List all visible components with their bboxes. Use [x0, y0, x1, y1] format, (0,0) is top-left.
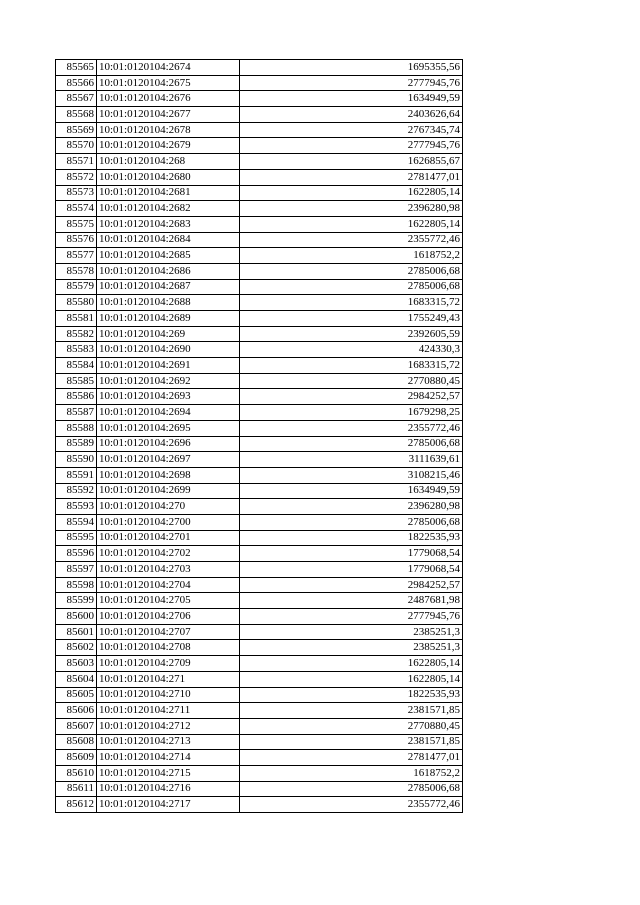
row-number-cell: 85608 [56, 734, 97, 750]
cadastral-number-cell: 10:01:0120104:2694 [97, 405, 240, 421]
table-row [56, 514, 463, 530]
value-cell: 1755249,43 [240, 311, 463, 327]
value-cell: 2777945,76 [240, 75, 463, 91]
table-row [56, 734, 463, 750]
row-number-cell: 85590 [56, 452, 97, 468]
value-cell: 1622805,14 [240, 216, 463, 232]
value-cell: 2785006,68 [240, 514, 463, 530]
value-cell: 2396280,98 [240, 201, 463, 217]
value-cell: 2381571,85 [240, 734, 463, 750]
table-row [56, 609, 463, 625]
table-row [56, 750, 463, 766]
cadastral-number-cell: 10:01:0120104:2703 [97, 562, 240, 578]
value-cell: 2984252,57 [240, 577, 463, 593]
cadastral-number-cell: 10:01:0120104:2693 [97, 389, 240, 405]
cadastral-number-cell: 10:01:0120104:2680 [97, 169, 240, 185]
table-row [56, 530, 463, 546]
cadastral-number-cell: 10:01:0120104:2696 [97, 436, 240, 452]
value-cell: 1622805,14 [240, 671, 463, 687]
row-number-cell: 85600 [56, 609, 97, 625]
table-row [56, 656, 463, 672]
row-number-cell: 85592 [56, 483, 97, 499]
value-cell: 1822535,93 [240, 687, 463, 703]
table-row [56, 671, 463, 687]
row-number-cell: 85582 [56, 326, 97, 342]
row-number-cell: 85578 [56, 263, 97, 279]
cadastral-number-cell: 10:01:0120104:2681 [97, 185, 240, 201]
row-number-cell: 85573 [56, 185, 97, 201]
value-cell: 2984252,57 [240, 389, 463, 405]
row-number-cell: 85588 [56, 420, 97, 436]
row-number-cell: 85595 [56, 530, 97, 546]
value-cell: 1634949,59 [240, 91, 463, 107]
row-number-cell: 85591 [56, 467, 97, 483]
cadastral-number-cell: 10:01:0120104:271 [97, 671, 240, 687]
table-row [56, 326, 463, 342]
value-cell: 1695355,56 [240, 60, 463, 76]
table-row [56, 201, 463, 217]
row-number-cell: 85612 [56, 797, 97, 813]
table-row [56, 703, 463, 719]
table-row [56, 232, 463, 248]
cadastral-number-cell: 10:01:0120104:2697 [97, 452, 240, 468]
cadastral-number-cell: 10:01:0120104:2687 [97, 279, 240, 295]
table-row [56, 593, 463, 609]
row-number-cell: 85598 [56, 577, 97, 593]
row-number-cell: 85567 [56, 91, 97, 107]
row-number-cell: 85601 [56, 624, 97, 640]
cadastral-number-cell: 10:01:0120104:2702 [97, 546, 240, 562]
cadastral-number-cell: 10:01:0120104:2676 [97, 91, 240, 107]
cadastral-number-cell: 10:01:0120104:2674 [97, 60, 240, 76]
row-number-cell: 85597 [56, 562, 97, 578]
value-cell: 3111639,61 [240, 452, 463, 468]
value-cell: 3108215,46 [240, 467, 463, 483]
cadastral-number-cell: 10:01:0120104:2713 [97, 734, 240, 750]
table-row [56, 185, 463, 201]
table-row [56, 797, 463, 813]
cadastral-number-cell: 10:01:0120104:2712 [97, 718, 240, 734]
table-row [56, 562, 463, 578]
row-number-cell: 85596 [56, 546, 97, 562]
value-cell: 2392605,59 [240, 326, 463, 342]
cadastral-number-cell: 10:01:0120104:2677 [97, 107, 240, 123]
table-row [56, 216, 463, 232]
table-row [56, 122, 463, 138]
value-cell: 1679298,25 [240, 405, 463, 421]
value-cell: 2355772,46 [240, 232, 463, 248]
value-cell: 1634949,59 [240, 483, 463, 499]
row-number-cell: 85577 [56, 248, 97, 264]
row-number-cell: 85586 [56, 389, 97, 405]
row-number-cell: 85607 [56, 718, 97, 734]
table-row [56, 248, 463, 264]
value-cell: 2355772,46 [240, 420, 463, 436]
row-number-cell: 85574 [56, 201, 97, 217]
row-number-cell: 85568 [56, 107, 97, 123]
cadastral-number-cell: 10:01:0120104:2692 [97, 373, 240, 389]
value-cell: 1618752,2 [240, 248, 463, 264]
table-row [56, 781, 463, 797]
row-number-cell: 85566 [56, 75, 97, 91]
row-number-cell: 85572 [56, 169, 97, 185]
table-row [56, 279, 463, 295]
value-cell: 2770880,45 [240, 718, 463, 734]
cadastral-number-cell: 10:01:0120104:2711 [97, 703, 240, 719]
value-cell: 1683315,72 [240, 358, 463, 374]
row-number-cell: 85606 [56, 703, 97, 719]
value-cell: 1622805,14 [240, 656, 463, 672]
value-cell: 2785006,68 [240, 781, 463, 797]
value-cell: 2777945,76 [240, 138, 463, 154]
cadastral-number-cell: 10:01:0120104:2705 [97, 593, 240, 609]
table-row [56, 342, 463, 358]
value-cell: 2785006,68 [240, 279, 463, 295]
cadastral-number-cell: 10:01:0120104:2675 [97, 75, 240, 91]
value-cell: 2487681,98 [240, 593, 463, 609]
data-table [55, 59, 463, 813]
cadastral-number-cell: 10:01:0120104:2688 [97, 295, 240, 311]
cadastral-number-cell: 10:01:0120104:2698 [97, 467, 240, 483]
value-cell: 1626855,67 [240, 154, 463, 170]
row-number-cell: 85570 [56, 138, 97, 154]
row-number-cell: 85579 [56, 279, 97, 295]
row-number-cell: 85599 [56, 593, 97, 609]
row-number-cell: 85576 [56, 232, 97, 248]
cadastral-number-cell: 10:01:0120104:2716 [97, 781, 240, 797]
row-number-cell: 85589 [56, 436, 97, 452]
value-cell: 2381571,85 [240, 703, 463, 719]
cadastral-number-cell: 10:01:0120104:2717 [97, 797, 240, 813]
table-row [56, 389, 463, 405]
value-cell: 2385251,3 [240, 640, 463, 656]
value-cell: 1622805,14 [240, 185, 463, 201]
cadastral-number-cell: 10:01:0120104:2706 [97, 609, 240, 625]
row-number-cell: 85605 [56, 687, 97, 703]
value-cell: 2785006,68 [240, 436, 463, 452]
table-row [56, 263, 463, 279]
table-row [56, 154, 463, 170]
row-number-cell: 85571 [56, 154, 97, 170]
row-number-cell: 85611 [56, 781, 97, 797]
value-cell: 2767345,74 [240, 122, 463, 138]
cadastral-number-cell: 10:01:0120104:2689 [97, 311, 240, 327]
cadastral-number-cell: 10:01:0120104:2704 [97, 577, 240, 593]
cadastral-number-cell: 10:01:0120104:2699 [97, 483, 240, 499]
cadastral-number-cell: 10:01:0120104:2683 [97, 216, 240, 232]
table-row [56, 311, 463, 327]
table-row [56, 138, 463, 154]
table-row [56, 169, 463, 185]
table-row [56, 60, 463, 76]
cadastral-number-cell: 10:01:0120104:2684 [97, 232, 240, 248]
row-number-cell: 85587 [56, 405, 97, 421]
cadastral-number-cell: 10:01:0120104:2707 [97, 624, 240, 640]
cadastral-number-cell: 10:01:0120104:2682 [97, 201, 240, 217]
value-cell: 1779068,54 [240, 546, 463, 562]
row-number-cell: 85575 [56, 216, 97, 232]
table-row [56, 640, 463, 656]
table-row [56, 295, 463, 311]
value-cell: 424330,3 [240, 342, 463, 358]
cadastral-number-cell: 10:01:0120104:2678 [97, 122, 240, 138]
table-row [56, 577, 463, 593]
cadastral-number-cell: 10:01:0120104:268 [97, 154, 240, 170]
cadastral-number-cell: 10:01:0120104:2695 [97, 420, 240, 436]
row-number-cell: 85602 [56, 640, 97, 656]
table-row [56, 499, 463, 515]
value-cell: 1683315,72 [240, 295, 463, 311]
table-body [56, 60, 463, 813]
table-row [56, 483, 463, 499]
cadastral-number-cell: 10:01:0120104:270 [97, 499, 240, 515]
value-cell: 2385251,3 [240, 624, 463, 640]
value-cell: 2781477,01 [240, 750, 463, 766]
table-row [56, 373, 463, 389]
value-cell: 1618752,2 [240, 765, 463, 781]
cadastral-number-cell: 10:01:0120104:2685 [97, 248, 240, 264]
cadastral-number-cell: 10:01:0120104:2690 [97, 342, 240, 358]
cadastral-number-cell: 10:01:0120104:2679 [97, 138, 240, 154]
row-number-cell: 85603 [56, 656, 97, 672]
row-number-cell: 85594 [56, 514, 97, 530]
table-row [56, 452, 463, 468]
cadastral-number-cell: 10:01:0120104:2715 [97, 765, 240, 781]
cadastral-number-cell: 10:01:0120104:2708 [97, 640, 240, 656]
table-row [56, 91, 463, 107]
row-number-cell: 85565 [56, 60, 97, 76]
row-number-cell: 85580 [56, 295, 97, 311]
value-cell: 2770880,45 [240, 373, 463, 389]
row-number-cell: 85593 [56, 499, 97, 515]
table-row [56, 436, 463, 452]
value-cell: 2403626,64 [240, 107, 463, 123]
cadastral-number-cell: 10:01:0120104:2701 [97, 530, 240, 546]
table-row [56, 546, 463, 562]
value-cell: 2355772,46 [240, 797, 463, 813]
value-cell: 1822535,93 [240, 530, 463, 546]
table-row [56, 420, 463, 436]
cadastral-number-cell: 10:01:0120104:2686 [97, 263, 240, 279]
table-row [56, 765, 463, 781]
table-row [56, 467, 463, 483]
row-number-cell: 85610 [56, 765, 97, 781]
row-number-cell: 85604 [56, 671, 97, 687]
cadastral-number-cell: 10:01:0120104:2709 [97, 656, 240, 672]
value-cell: 2785006,68 [240, 263, 463, 279]
cadastral-number-cell: 10:01:0120104:269 [97, 326, 240, 342]
row-number-cell: 85609 [56, 750, 97, 766]
value-cell: 2396280,98 [240, 499, 463, 515]
row-number-cell: 85584 [56, 358, 97, 374]
value-cell: 1779068,54 [240, 562, 463, 578]
row-number-cell: 85585 [56, 373, 97, 389]
table-row [56, 358, 463, 374]
cadastral-number-cell: 10:01:0120104:2714 [97, 750, 240, 766]
table-row [56, 624, 463, 640]
row-number-cell: 85583 [56, 342, 97, 358]
table-row [56, 718, 463, 734]
row-number-cell: 85569 [56, 122, 97, 138]
value-cell: 2777945,76 [240, 609, 463, 625]
table-row [56, 687, 463, 703]
table-row [56, 75, 463, 91]
table-row [56, 405, 463, 421]
cadastral-number-cell: 10:01:0120104:2710 [97, 687, 240, 703]
cadastral-number-cell: 10:01:0120104:2691 [97, 358, 240, 374]
table-row [56, 107, 463, 123]
value-cell: 2781477,01 [240, 169, 463, 185]
cadastral-number-cell: 10:01:0120104:2700 [97, 514, 240, 530]
row-number-cell: 85581 [56, 311, 97, 327]
